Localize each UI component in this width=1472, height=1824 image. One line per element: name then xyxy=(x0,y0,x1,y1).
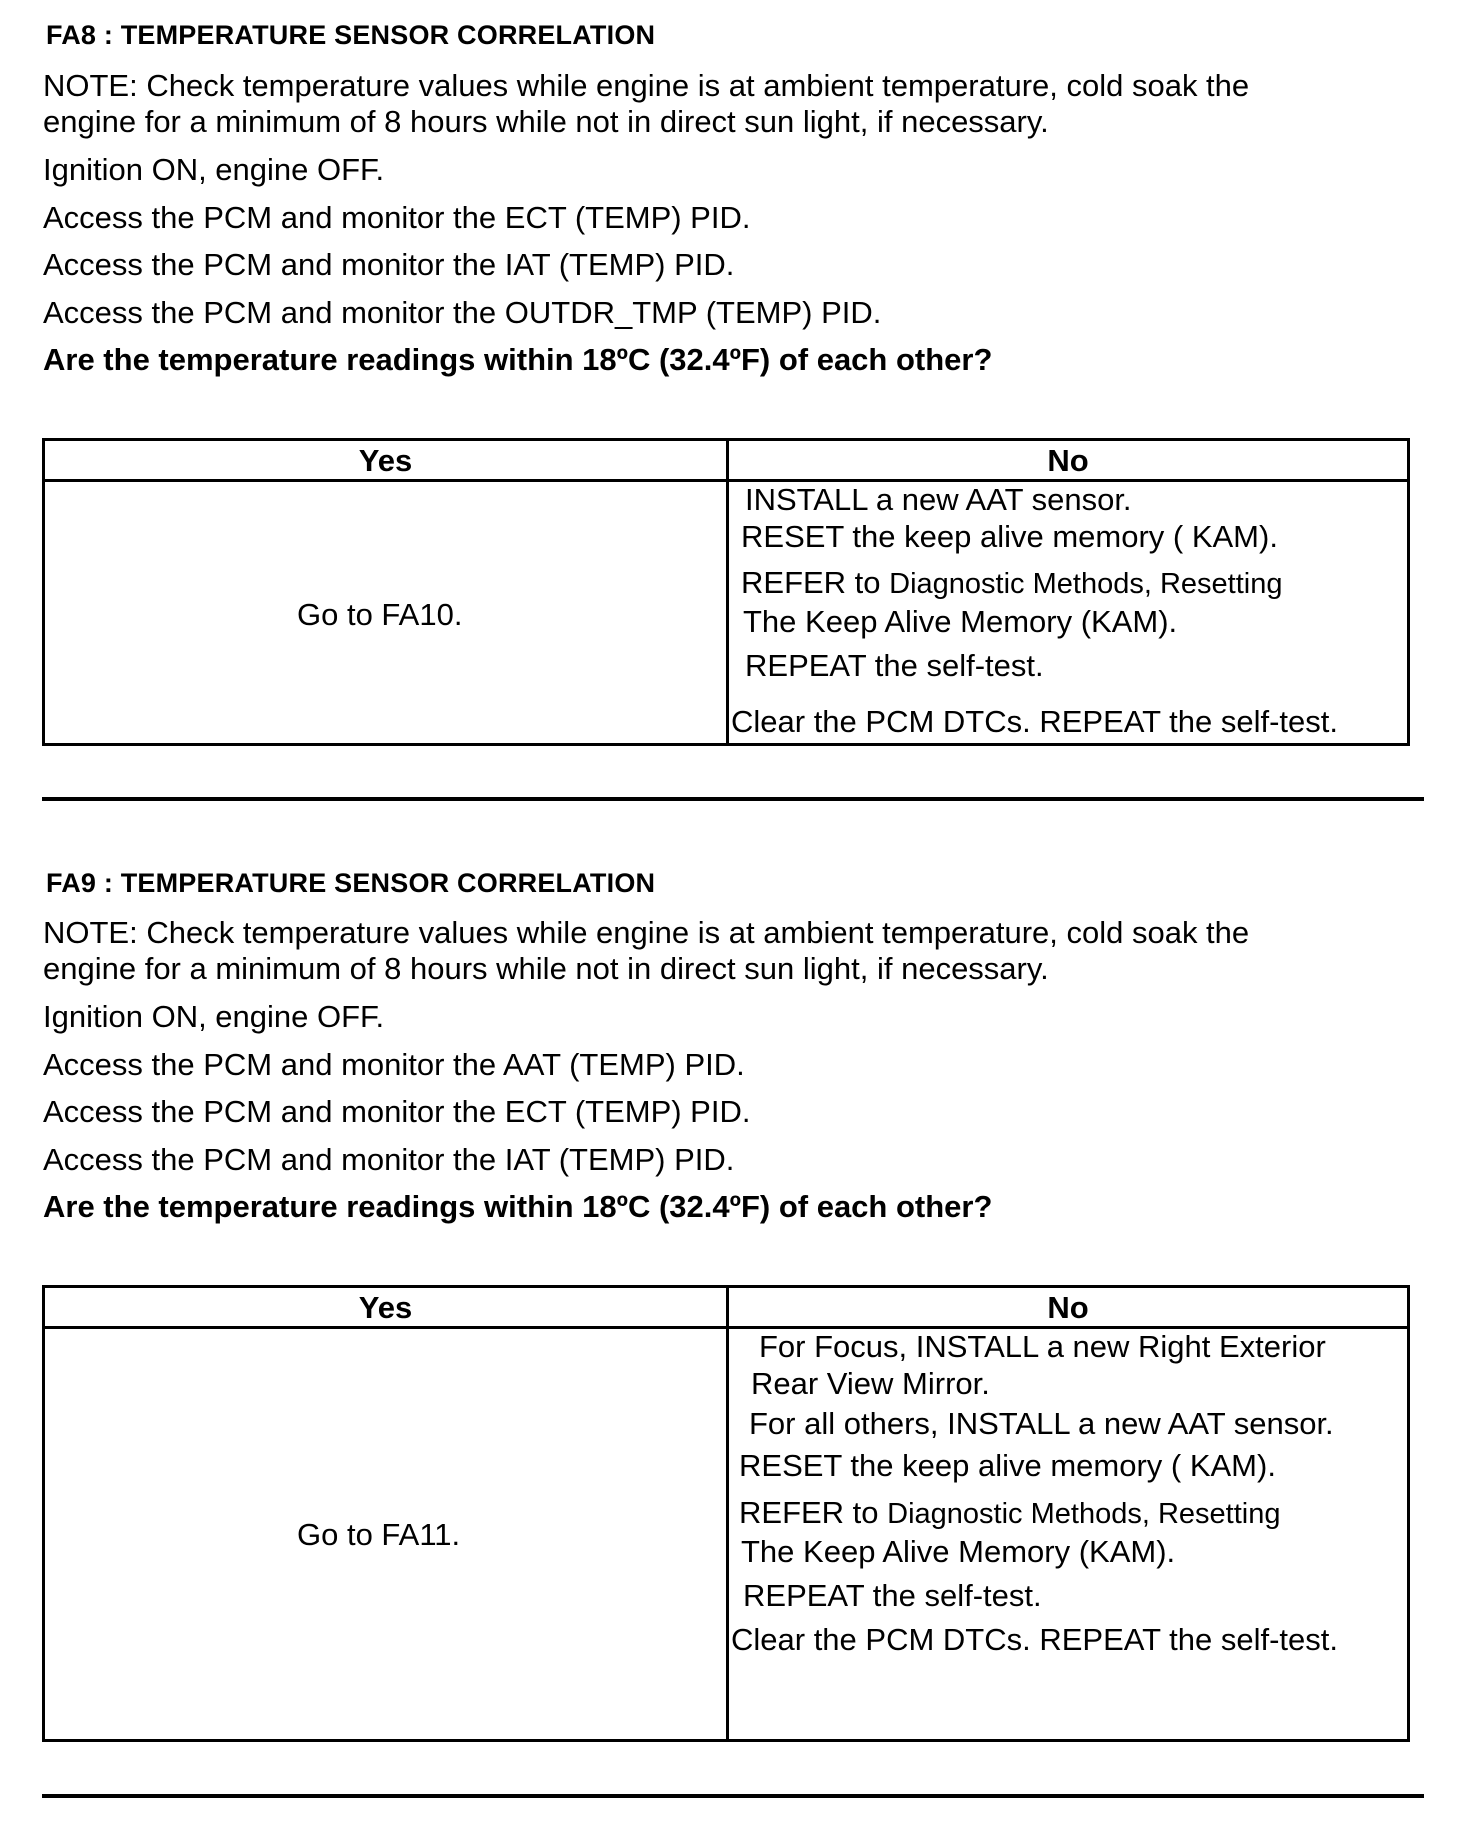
no-step: Clear the PCM DTCs. REPEAT the self-test. xyxy=(731,1622,1338,1657)
no-step: Rear View Mirror. xyxy=(751,1366,990,1401)
no-step: The Keep Alive Memory (KAM). xyxy=(741,1534,1176,1569)
step-monitor-outdr-tmp: Access the PCM and monitor the OUTDR_TMP (TEMP) PID. xyxy=(43,295,882,330)
step-ignition: Ignition ON, engine OFF. xyxy=(43,999,385,1034)
no-step: RESET the keep alive memory ( KAM). xyxy=(741,519,1278,554)
yes-header: Yes xyxy=(358,443,413,478)
no-step-refer-link: Diagnostic Methods, Resetting xyxy=(887,1498,1281,1530)
yes-header: Yes xyxy=(358,1290,413,1325)
no-step: REPEAT the self-test. xyxy=(743,1578,1042,1613)
step-monitor-ect: Access the PCM and monitor the ECT (TEMP) PID. xyxy=(43,1094,751,1129)
column-divider xyxy=(726,1288,729,1739)
section-divider xyxy=(42,797,1424,801)
note-line-1: NOTE: Check temperature values while engine is at ambient temperature, cold soak the xyxy=(43,915,1250,950)
yes-action: Go to FA10. xyxy=(297,597,463,632)
step-monitor-aat: Access the PCM and monitor the AAT (TEMP) PID. xyxy=(43,1047,745,1082)
note-line-1: NOTE: Check temperature values while engine is at ambient temperature, cold soak the xyxy=(43,68,1250,103)
no-step xyxy=(741,565,1282,602)
no-step xyxy=(739,1495,1280,1532)
step-ignition: Ignition ON, engine OFF. xyxy=(43,152,385,187)
step-monitor-iat: Access the PCM and monitor the IAT (TEMP) PID. xyxy=(43,247,735,282)
no-step: Clear the PCM DTCs. REPEAT the self-test. xyxy=(731,704,1338,739)
no-step-refer-link: Diagnostic Methods, Resetting xyxy=(889,568,1283,600)
section-heading: FA9 : TEMPERATURE SENSOR CORRELATION xyxy=(46,868,656,898)
no-step-refer: REFER to xyxy=(741,565,881,600)
no-step: For all others, INSTALL a new AAT sensor. xyxy=(749,1406,1334,1441)
section-divider xyxy=(42,1794,1424,1798)
step-monitor-ect: Access the PCM and monitor the ECT (TEMP) PID. xyxy=(43,200,751,235)
section-heading: FA8 : TEMPERATURE SENSOR CORRELATION xyxy=(46,20,656,50)
decision-table xyxy=(42,438,1410,746)
question: Are the temperature readings within 18ºC (32.4ºF) of each other? xyxy=(43,342,993,377)
decision-table xyxy=(42,1285,1410,1742)
column-divider xyxy=(726,441,729,743)
no-step: RESET the keep alive memory ( KAM). xyxy=(739,1448,1276,1483)
note-line-2: engine for a minimum of 8 hours while not in direct sun light, if necessary. xyxy=(43,951,1049,986)
step-monitor-iat: Access the PCM and monitor the IAT (TEMP) PID. xyxy=(43,1142,735,1177)
no-header: No xyxy=(1047,443,1089,478)
question: Are the temperature readings within 18ºC (32.4ºF) of each other? xyxy=(43,1189,993,1224)
no-step-refer: REFER to xyxy=(739,1495,879,1530)
no-header: No xyxy=(1047,1290,1089,1325)
no-step: The Keep Alive Memory (KAM). xyxy=(743,604,1178,639)
no-step: REPEAT the self-test. xyxy=(745,648,1044,683)
no-step: INSTALL a new AAT sensor. xyxy=(745,482,1132,517)
no-step: For Focus, INSTALL a new Right Exterior xyxy=(759,1329,1326,1364)
yes-action: Go to FA11. xyxy=(297,1517,461,1552)
note-line-2: engine for a minimum of 8 hours while not in direct sun light, if necessary. xyxy=(43,104,1049,139)
